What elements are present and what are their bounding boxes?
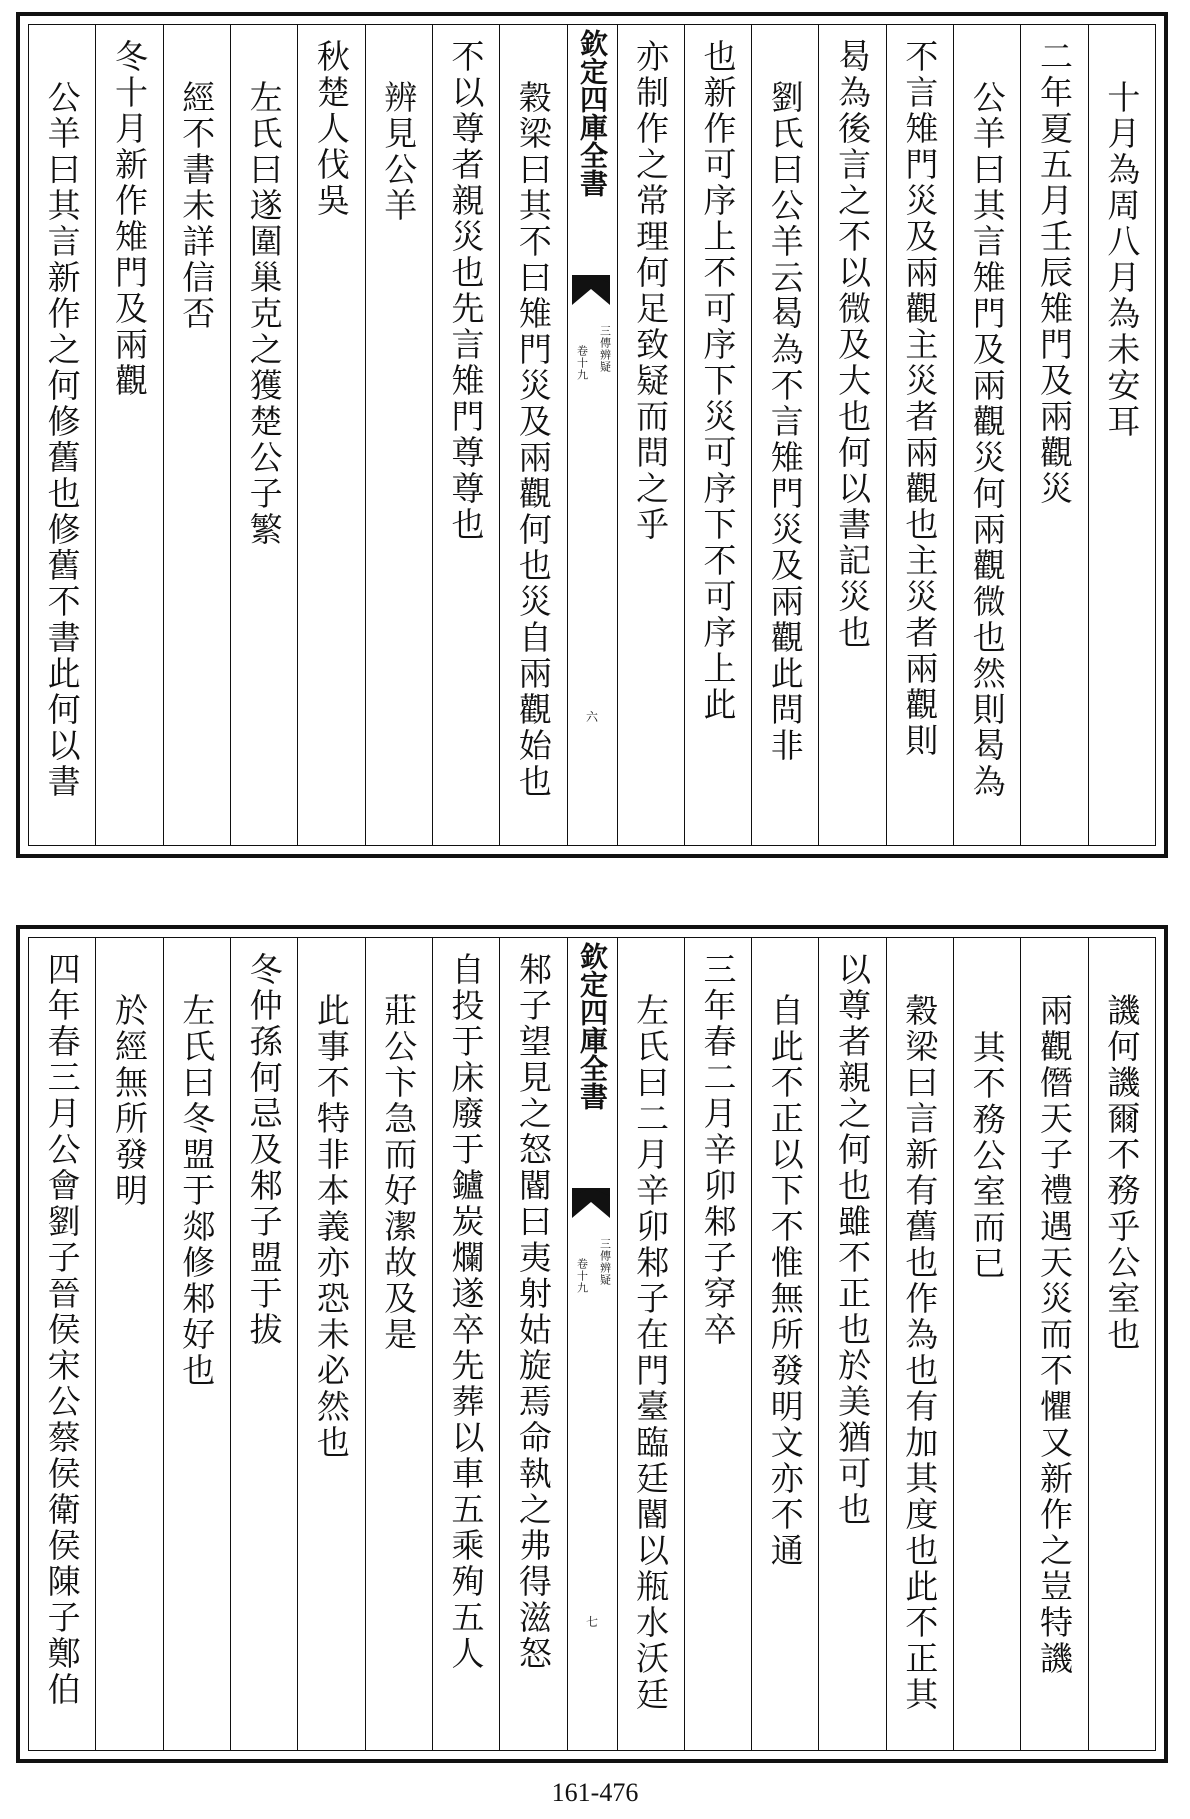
column-text: 十月為周八月為未安耳 [1102,80,1142,440]
text-column [365,25,432,845]
spine-book-title: 三傳辨疑 [598,1238,612,1286]
spine-page-number: 六 [585,710,599,724]
text-columns [29,938,1155,1750]
column-text: 自投于床廢于鑪炭爛遂卒先葬以車五乘殉五人 [446,952,486,1672]
column-text: 冬仲孫何忌及邾子盟于拔 [244,952,284,1348]
column-text: 此事不特非本義亦恐未必然也 [311,993,351,1461]
spine-title: 欽定四庫全書 [576,29,609,197]
text-column [95,25,162,845]
text-column [499,938,566,1750]
text-column [751,938,818,1750]
column-text: 三年春二月辛卯邾子穿卒 [698,952,738,1348]
document-page-top [16,12,1168,858]
text-column [953,938,1020,1750]
spine-volume: 卷十九 [575,345,589,381]
text-column [818,25,885,845]
column-text: 譏何譏爾不務乎公室也 [1102,993,1142,1353]
text-column [1088,25,1155,845]
text-column [230,938,297,1750]
column-text: 也新作可序上不可序下災可序下不可序上此 [698,39,738,723]
column-text: 左氏曰冬盟于郯修邾好也 [177,993,217,1389]
spine-page-number: 七 [585,1615,599,1629]
text-column [230,25,297,845]
column-text: 以尊者親之何也雖不正也於美猶可也 [833,952,873,1528]
column-text: 不以尊者親災也先言雉門尊尊也 [446,39,486,543]
column-text: 邾子望見之怒閽曰夷射姑旋焉命執之弗得滋怒 [513,952,553,1672]
column-text: 穀梁曰言新有舊也作為也有加其度也此不正其 [900,993,940,1713]
text-column [95,938,162,1750]
column-text: 左氏曰二月辛卯邾子在門臺臨廷閽以瓶水沃廷 [631,993,671,1713]
column-text: 不言雉門災及兩觀主災者兩觀也主災者兩觀則 [900,39,940,759]
column-text: 公羊曰其言新作之何修舊也修舊不書此何以書 [42,80,82,800]
text-column [432,25,499,845]
text-column [886,938,953,1750]
text-column [1020,938,1087,1750]
spine-title: 欽定四庫全書 [576,942,609,1110]
text-column [499,25,566,845]
column-text: 其不務公室而已 [967,1030,1007,1282]
text-column [163,938,230,1750]
column-text: 秋楚人伐吳 [311,39,351,219]
column-text: 自此不正以下不惟無所發明文亦不通 [765,993,805,1569]
text-column [684,938,751,1750]
column-text: 兩觀僭天子禮遇天災而不懼又新作之豈特譏 [1035,993,1075,1677]
column-text: 辨見公羊 [379,80,419,224]
text-column [818,938,885,1750]
center-spine [567,25,617,845]
fish-tail-ornament-icon [572,1188,610,1224]
column-text: 公羊曰其言雉門及兩觀災何兩觀微也然則曷為 [967,80,1007,800]
text-column [29,938,95,1750]
column-text: 莊公卞急而好潔故及是 [379,993,419,1353]
page-footer-number: 161-476 [551,1778,639,1807]
text-column [953,25,1020,845]
column-text: 冬十月新作雉門及兩觀 [109,39,149,399]
center-spine [567,938,617,1750]
document-page-bottom [16,925,1168,1763]
text-column [684,25,751,845]
text-columns [29,25,1155,845]
text-column [297,938,364,1750]
fish-tail-ornament-icon [572,275,610,311]
text-column [365,938,432,1750]
column-text: 左氏曰遂圍巢克之獲楚公子繁 [244,80,284,548]
text-column [1020,25,1087,845]
spine-book-title: 三傳辨疑 [598,325,612,373]
spine-volume: 卷十九 [575,1258,589,1294]
column-text: 曷為後言之不以微及大也何以書記災也 [833,39,873,651]
text-column [432,938,499,1750]
text-column [1088,938,1155,1750]
text-column [29,25,95,845]
page-frame [28,937,1156,1751]
column-text: 劉氏曰公羊云曷為不言雉門災及兩觀此問非 [765,80,805,764]
text-column [751,25,818,845]
column-text: 二年夏五月壬辰雉門及兩觀災 [1035,39,1075,507]
text-column [886,25,953,845]
column-text: 亦制作之常理何足致疑而問之乎 [631,39,671,543]
column-text: 穀梁曰其不曰雉門災及兩觀何也災自兩觀始也 [513,80,553,800]
column-text: 四年春三月公會劉子晉侯宋公蔡侯衛侯陳子鄭伯 [42,952,82,1708]
text-column [163,25,230,845]
text-column [297,25,364,845]
text-column [617,25,684,845]
column-text: 於經無所發明 [109,993,149,1209]
page-frame [28,24,1156,846]
column-text: 經不書未詳信否 [177,80,217,332]
text-column [617,938,684,1750]
